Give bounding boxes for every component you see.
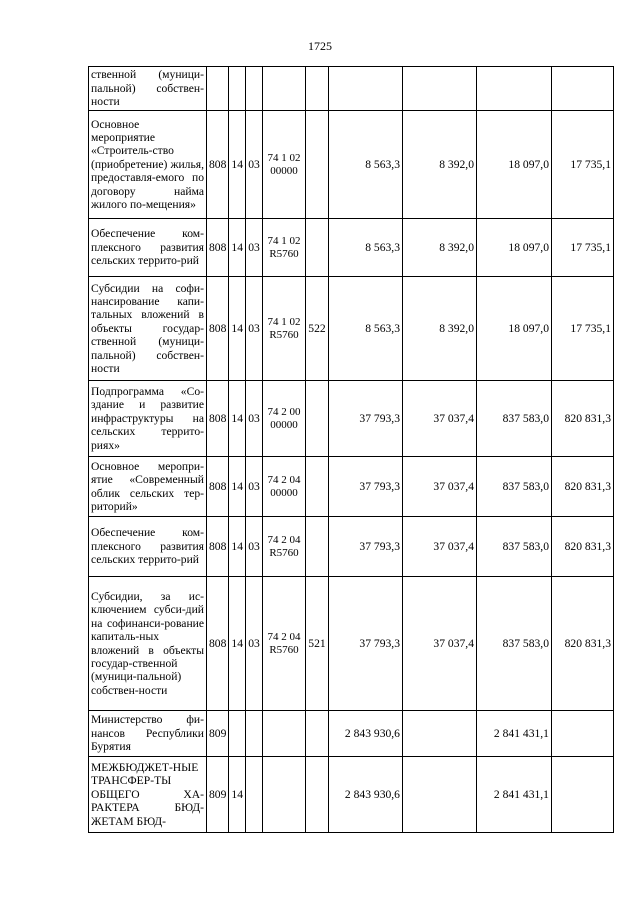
grbs-cell: 809 <box>207 711 229 757</box>
value-cell: 8 392,0 <box>402 277 476 381</box>
pr-cell: 03 <box>245 517 262 577</box>
vr-cell <box>305 219 328 277</box>
value-cell <box>328 67 402 111</box>
pr-cell: 03 <box>245 577 262 711</box>
value-cell: 37 037,4 <box>402 381 476 457</box>
value-cell: 837 583,0 <box>476 517 551 577</box>
value-cell: 8 563,3 <box>328 219 402 277</box>
csr-cell <box>262 67 305 111</box>
row-name: Субсидии на софи-нансирование капи-тальных вложений в объекты государ-ственной (муници-пальной) собствен-ности <box>89 277 207 381</box>
value-cell: 18 097,0 <box>476 111 551 219</box>
value-cell <box>402 711 476 757</box>
pr-cell <box>245 711 262 757</box>
grbs-cell <box>207 67 229 111</box>
table-row <box>89 67 614 111</box>
grbs-cell: 808 <box>207 517 229 577</box>
table-row <box>89 219 614 277</box>
pr-cell: 03 <box>245 219 262 277</box>
value-cell <box>402 67 476 111</box>
value-cell: 837 583,0 <box>476 381 551 457</box>
csr-cell: 74 2 04 00000 <box>262 457 305 517</box>
csr-cell: 74 1 02 R5760 <box>262 219 305 277</box>
page-number: 1725 <box>308 39 332 53</box>
rz-cell: 14 <box>229 219 246 277</box>
csr-cell <box>262 757 305 833</box>
pr-cell: 03 <box>245 381 262 457</box>
row-name: Основное мероприятие «Строитель-ство (приобретение) жилья, предоставля-емого по договору найма жилого по-мещения» <box>89 111 207 219</box>
vr-cell <box>305 457 328 517</box>
table-row <box>89 711 614 757</box>
row-name: Обеспечение ком-плексного развития сельских террито-рий <box>89 517 207 577</box>
grbs-cell: 808 <box>207 577 229 711</box>
value-cell <box>551 757 613 833</box>
value-cell: 17 735,1 <box>551 277 613 381</box>
row-name: Министерство фи-нансов Республики Бурятия <box>89 711 207 757</box>
csr-cell: 74 2 00 00000 <box>262 381 305 457</box>
vr-cell <box>305 67 328 111</box>
vr-cell: 522 <box>305 277 328 381</box>
value-cell: 820 831,3 <box>551 517 613 577</box>
value-cell: 820 831,3 <box>551 381 613 457</box>
value-cell: 837 583,0 <box>476 577 551 711</box>
pr-cell: 03 <box>245 111 262 219</box>
table-row <box>89 757 614 833</box>
value-cell: 8 563,3 <box>328 111 402 219</box>
value-cell <box>476 67 551 111</box>
value-cell: 2 843 930,6 <box>328 711 402 757</box>
value-cell: 2 841 431,1 <box>476 711 551 757</box>
grbs-cell: 808 <box>207 457 229 517</box>
rz-cell: 14 <box>229 577 246 711</box>
value-cell: 37 793,3 <box>328 457 402 517</box>
grbs-cell: 808 <box>207 111 229 219</box>
table-row <box>89 277 614 381</box>
csr-cell: 74 1 02 R5760 <box>262 277 305 381</box>
value-cell <box>551 711 613 757</box>
vr-cell <box>305 517 328 577</box>
value-cell: 37 793,3 <box>328 517 402 577</box>
vr-cell: 521 <box>305 577 328 711</box>
rz-cell: 14 <box>229 517 246 577</box>
vr-cell <box>305 757 328 833</box>
value-cell: 820 831,3 <box>551 457 613 517</box>
budget-table <box>88 66 614 833</box>
value-cell: 2 841 431,1 <box>476 757 551 833</box>
pr-cell <box>245 757 262 833</box>
rz-cell: 14 <box>229 111 246 219</box>
grbs-cell: 808 <box>207 219 229 277</box>
rz-cell: 14 <box>229 757 246 833</box>
row-name: ственной (муници-пальной) собствен-ности <box>89 67 207 111</box>
value-cell: 18 097,0 <box>476 219 551 277</box>
rz-cell <box>229 67 246 111</box>
row-name: Основное меропри-ятие «Современный облик сельских тер-риторий» <box>89 457 207 517</box>
pr-cell: 03 <box>245 277 262 381</box>
table-row <box>89 111 614 219</box>
value-cell: 8 392,0 <box>402 219 476 277</box>
vr-cell <box>305 711 328 757</box>
value-cell: 820 831,3 <box>551 577 613 711</box>
pr-cell <box>245 67 262 111</box>
value-cell: 37 037,4 <box>402 577 476 711</box>
value-cell <box>402 757 476 833</box>
value-cell: 17 735,1 <box>551 219 613 277</box>
value-cell <box>551 67 613 111</box>
value-cell: 37 037,4 <box>402 457 476 517</box>
rz-cell <box>229 711 246 757</box>
value-cell: 8 392,0 <box>402 111 476 219</box>
value-cell: 37 793,3 <box>328 381 402 457</box>
pr-cell: 03 <box>245 457 262 517</box>
csr-cell: 74 2 04 R5760 <box>262 577 305 711</box>
grbs-cell: 808 <box>207 277 229 381</box>
grbs-cell: 809 <box>207 757 229 833</box>
table-row <box>89 457 614 517</box>
csr-cell <box>262 711 305 757</box>
table-row <box>89 517 614 577</box>
table-row <box>89 577 614 711</box>
rz-cell: 14 <box>229 381 246 457</box>
table-row <box>89 381 614 457</box>
row-name: Субсидии, за ис-ключением субси-дий на софинанси-рование капиталь-ных вложений в объекты государ-ственной (муници-пальной) собствен-ности <box>89 577 207 711</box>
row-name: Обеспечение ком-плексного развития сельских террито-рий <box>89 219 207 277</box>
row-name: Подпрограмма «Со-здание и развитие инфраструктуры на сельских террито-риях» <box>89 381 207 457</box>
value-cell: 8 563,3 <box>328 277 402 381</box>
value-cell: 837 583,0 <box>476 457 551 517</box>
vr-cell <box>305 111 328 219</box>
row-name: МЕЖБЮДЖЕТ-НЫЕ ТРАНСФЕР-ТЫ ОБЩЕГО ХА-РАКТЕРА БЮД-ЖЕТАМ БЮД- <box>89 757 207 833</box>
value-cell: 37 793,3 <box>328 577 402 711</box>
value-cell: 2 843 930,6 <box>328 757 402 833</box>
rz-cell: 14 <box>229 277 246 381</box>
csr-cell: 74 2 04 R5760 <box>262 517 305 577</box>
grbs-cell: 808 <box>207 381 229 457</box>
rz-cell: 14 <box>229 457 246 517</box>
value-cell: 18 097,0 <box>476 277 551 381</box>
value-cell: 17 735,1 <box>551 111 613 219</box>
csr-cell: 74 1 02 00000 <box>262 111 305 219</box>
vr-cell <box>305 381 328 457</box>
value-cell: 37 037,4 <box>402 517 476 577</box>
